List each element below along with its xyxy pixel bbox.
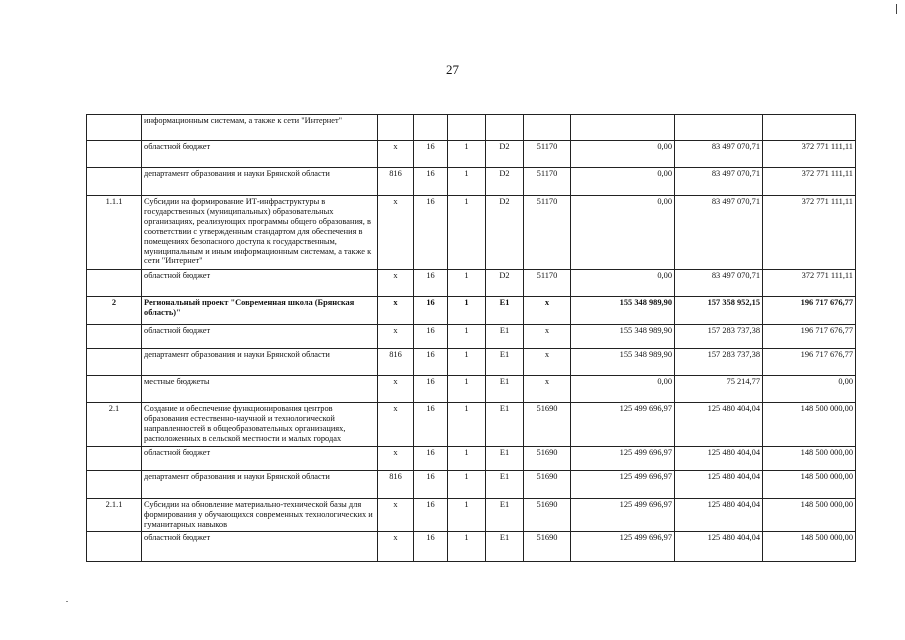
section-cell: 16 [414, 325, 448, 349]
row-number-cell [87, 115, 142, 141]
amount-year1-cell: 125 499 696,97 [571, 532, 675, 562]
table-row [87, 471, 856, 499]
description-cell: Создание и обеспечение функционирования центров образования естественно-научной и технологической направленностей в общеобразовательных организациях, расположенных в сельской местности и малых городах [142, 403, 378, 447]
subsection-cell: 1 [448, 141, 486, 168]
target-code-cell: D2 [486, 196, 524, 270]
grbs-cell: х [378, 376, 414, 403]
table-row [87, 196, 856, 270]
amount-year1-cell: 155 348 989,90 [571, 297, 675, 325]
description-cell: Региональный проект "Современная школа (Брянская область)" [142, 297, 378, 325]
row-number-cell: 2.1.1 [87, 499, 142, 532]
amount-year1-cell: 0,00 [571, 168, 675, 196]
row-number-cell [87, 141, 142, 168]
scan-speck [66, 601, 68, 602]
table-body [87, 115, 856, 562]
amount-year2-cell [675, 115, 763, 141]
grbs-cell: х [378, 403, 414, 447]
amount-year2-cell: 157 283 737,38 [675, 325, 763, 349]
description-cell: информационным системам, а также к сети "Интернет" [142, 115, 378, 141]
target-subcode-cell: 51170 [524, 141, 571, 168]
subsection-cell: 1 [448, 471, 486, 499]
amount-year1-cell: 0,00 [571, 376, 675, 403]
amount-year2-cell: 125 480 404,04 [675, 403, 763, 447]
amount-year3-cell: 148 500 000,00 [763, 499, 856, 532]
target-subcode-cell: х [524, 349, 571, 376]
grbs-cell: х [378, 325, 414, 349]
section-cell: 16 [414, 196, 448, 270]
row-number-cell: 2 [87, 297, 142, 325]
amount-year2-cell: 125 480 404,04 [675, 499, 763, 532]
section-cell: 16 [414, 471, 448, 499]
table-row [87, 499, 856, 532]
description-cell: областной бюджет [142, 270, 378, 297]
target-code-cell: E1 [486, 447, 524, 471]
subsection-cell: 1 [448, 499, 486, 532]
description-cell: местные бюджеты [142, 376, 378, 403]
section-cell: 16 [414, 297, 448, 325]
amount-year1-cell: 125 499 696,97 [571, 471, 675, 499]
target-code-cell: E1 [486, 349, 524, 376]
amount-year2-cell: 125 480 404,04 [675, 471, 763, 499]
table-row [87, 115, 856, 141]
amount-year1-cell: 0,00 [571, 270, 675, 297]
amount-year2-cell: 157 358 952,15 [675, 297, 763, 325]
description-cell: департамент образования и науки Брянской области [142, 471, 378, 499]
target-code-cell: D2 [486, 168, 524, 196]
amount-year3-cell: 372 771 111,11 [763, 141, 856, 168]
subsection-cell: 1 [448, 532, 486, 562]
target-code-cell: E1 [486, 376, 524, 403]
amount-year3-cell: 372 771 111,11 [763, 196, 856, 270]
amount-year1-cell: 0,00 [571, 141, 675, 168]
amount-year1-cell: 125 499 696,97 [571, 499, 675, 532]
amount-year2-cell: 83 497 070,71 [675, 270, 763, 297]
target-subcode-cell: х [524, 325, 571, 349]
grbs-cell: 816 [378, 349, 414, 376]
amount-year3-cell: 196 717 676,77 [763, 325, 856, 349]
section-cell: 16 [414, 403, 448, 447]
row-number-cell [87, 270, 142, 297]
description-cell: Субсидии на формирование ИТ-инфраструктуры в государственных (муниципальных) образовательных организациях, реализующих программы общего образования, в соответствии с утвержденным стандартом для обеспечения в помещениях безопасного доступа к государственным, муниципальным и иным информационным системам, а также к сети "Интернет" [142, 196, 378, 270]
subsection-cell [448, 115, 486, 141]
target-subcode-cell: 51690 [524, 447, 571, 471]
section-cell: 16 [414, 168, 448, 196]
subsection-cell: 1 [448, 297, 486, 325]
table-row [87, 325, 856, 349]
section-cell: 16 [414, 349, 448, 376]
row-number-cell [87, 168, 142, 196]
amount-year1-cell: 155 348 989,90 [571, 349, 675, 376]
grbs-cell: х [378, 447, 414, 471]
amount-year3-cell: 196 717 676,77 [763, 297, 856, 325]
subsection-cell: 1 [448, 196, 486, 270]
description-cell: Субсидии на обновление материально-технической базы для формирования у обучающихся современных технологических и гуманитарных навыков [142, 499, 378, 532]
description-cell: департамент образования и науки Брянской области [142, 168, 378, 196]
target-code-cell: D2 [486, 141, 524, 168]
description-cell: областной бюджет [142, 325, 378, 349]
table-row [87, 447, 856, 471]
target-subcode-cell: 51690 [524, 471, 571, 499]
row-number-cell [87, 471, 142, 499]
subsection-cell: 1 [448, 403, 486, 447]
grbs-cell: 816 [378, 168, 414, 196]
amount-year3-cell [763, 115, 856, 141]
grbs-cell: х [378, 141, 414, 168]
target-code-cell: E1 [486, 325, 524, 349]
amount-year3-cell: 148 500 000,00 [763, 532, 856, 562]
grbs-cell: 816 [378, 471, 414, 499]
amount-year2-cell: 83 497 070,71 [675, 141, 763, 168]
target-subcode-cell: 51690 [524, 403, 571, 447]
row-number-cell [87, 349, 142, 376]
target-code-cell: E1 [486, 499, 524, 532]
amount-year1-cell: 125 499 696,97 [571, 403, 675, 447]
subsection-cell: 1 [448, 325, 486, 349]
subsection-cell: 1 [448, 168, 486, 196]
grbs-cell [378, 115, 414, 141]
description-cell: областной бюджет [142, 532, 378, 562]
amount-year2-cell: 83 497 070,71 [675, 168, 763, 196]
row-number-cell [87, 325, 142, 349]
page-number: 27 [446, 62, 459, 77]
amount-year3-cell: 372 771 111,11 [763, 168, 856, 196]
target-subcode-cell: 51690 [524, 532, 571, 562]
description-cell: областной бюджет [142, 141, 378, 168]
amount-year3-cell: 372 771 111,11 [763, 270, 856, 297]
amount-year2-cell: 125 480 404,04 [675, 532, 763, 562]
amount-year3-cell: 148 500 000,00 [763, 471, 856, 499]
target-subcode-cell: 51170 [524, 270, 571, 297]
table-row [87, 376, 856, 403]
table-row [87, 297, 856, 325]
description-cell: департамент образования и науки Брянской области [142, 349, 378, 376]
target-code-cell: D2 [486, 270, 524, 297]
amount-year3-cell: 0,00 [763, 376, 856, 403]
target-code-cell: E1 [486, 471, 524, 499]
row-number-cell [87, 447, 142, 471]
grbs-cell: х [378, 196, 414, 270]
section-cell: 16 [414, 141, 448, 168]
amount-year2-cell: 75 214,77 [675, 376, 763, 403]
budget-table-container [86, 114, 856, 562]
target-subcode-cell [524, 115, 571, 141]
section-cell: 16 [414, 532, 448, 562]
target-code-cell: E1 [486, 297, 524, 325]
table-row [87, 270, 856, 297]
target-subcode-cell: х [524, 376, 571, 403]
amount-year1-cell: 0,00 [571, 196, 675, 270]
amount-year2-cell: 83 497 070,71 [675, 196, 763, 270]
amount-year3-cell: 148 500 000,00 [763, 447, 856, 471]
section-cell: 16 [414, 499, 448, 532]
target-subcode-cell: 51170 [524, 196, 571, 270]
section-cell: 16 [414, 376, 448, 403]
amount-year1-cell [571, 115, 675, 141]
section-cell [414, 115, 448, 141]
table-row [87, 532, 856, 562]
amount-year2-cell: 125 480 404,04 [675, 447, 763, 471]
target-subcode-cell: 51690 [524, 499, 571, 532]
target-subcode-cell: 51170 [524, 168, 571, 196]
subsection-cell: 1 [448, 349, 486, 376]
section-cell: 16 [414, 270, 448, 297]
target-code-cell: E1 [486, 532, 524, 562]
grbs-cell: х [378, 297, 414, 325]
row-number-cell [87, 376, 142, 403]
target-subcode-cell: х [524, 297, 571, 325]
section-cell: 16 [414, 447, 448, 471]
subsection-cell: 1 [448, 447, 486, 471]
target-code-cell [486, 115, 524, 141]
grbs-cell: х [378, 532, 414, 562]
grbs-cell: х [378, 499, 414, 532]
table-row [87, 168, 856, 196]
table-row [87, 403, 856, 447]
amount-year2-cell: 157 283 737,38 [675, 349, 763, 376]
row-number-cell [87, 532, 142, 562]
grbs-cell: х [378, 270, 414, 297]
amount-year1-cell: 155 348 989,90 [571, 325, 675, 349]
budget-table [86, 114, 856, 562]
subsection-cell: 1 [448, 376, 486, 403]
amount-year1-cell: 125 499 696,97 [571, 447, 675, 471]
description-cell: областной бюджет [142, 447, 378, 471]
row-number-cell: 1.1.1 [87, 196, 142, 270]
row-number-cell: 2.1 [87, 403, 142, 447]
amount-year3-cell: 148 500 000,00 [763, 403, 856, 447]
table-row [87, 349, 856, 376]
amount-year3-cell: 196 717 676,77 [763, 349, 856, 376]
table-row [87, 141, 856, 168]
subsection-cell: 1 [448, 270, 486, 297]
edge-mark [896, 4, 897, 14]
target-code-cell: E1 [486, 403, 524, 447]
